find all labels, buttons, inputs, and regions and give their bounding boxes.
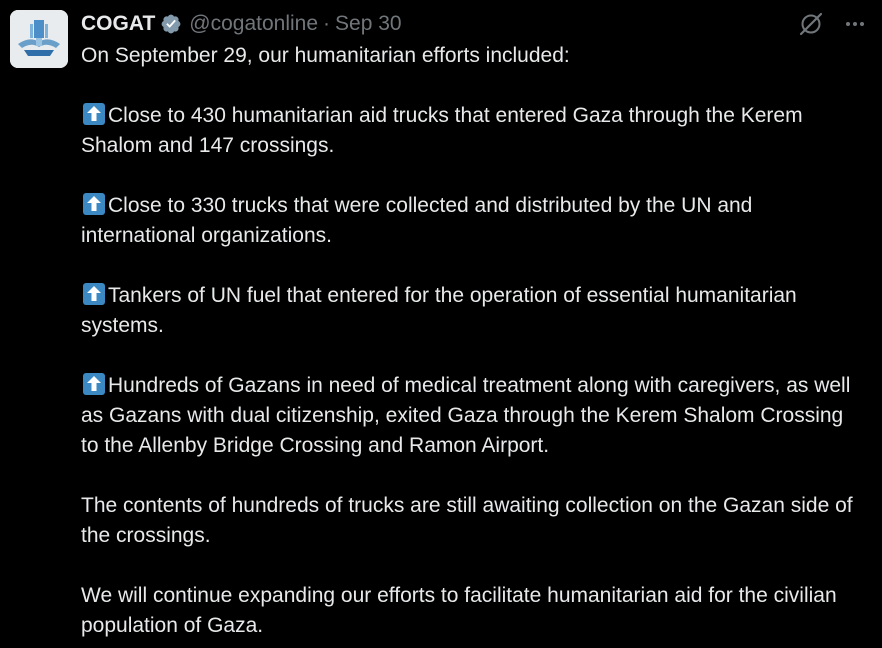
up-arrow-emoji-icon [82,102,106,126]
bullet-text: Tankers of UN fuel that entered for the operation of essential humanitarian systems. [81,284,797,337]
bullet-text: Close to 430 humanitarian aid trucks that entered Gaza through the Kerem Shalom and 147 crossings. [81,104,803,157]
verified-badge-icon[interactable] [160,13,182,35]
bullet-text: Close to 330 trucks that were collected and distributed by the UN and international organizations. [81,194,753,247]
tweet-actions [798,9,866,39]
avatar[interactable] [10,10,68,68]
tweet-header [81,9,866,39]
up-arrow-emoji-icon [82,372,106,396]
bullet-item [81,371,866,461]
tweet-date[interactable]: Sep 30 [335,12,402,35]
tweet-content [81,9,866,641]
tweet-text [81,41,866,641]
more-options-icon[interactable] [844,13,866,35]
bullet-item [81,101,866,161]
tweet-paragraph: We will continue expanding our efforts to facilitate humanitarian aid for the civilian population of Gaza. [81,584,837,637]
grok-icon[interactable] [798,11,824,37]
tweet-paragraph: The contents of hundreds of trucks are still awaiting collection on the Gazan side of the crossings. [81,494,853,547]
display-name[interactable]: COGAT [81,12,156,35]
bullet-item [81,191,866,251]
separator-dot: · [323,12,331,35]
up-arrow-emoji-icon [82,192,106,216]
cogat-logo-icon [10,10,68,68]
bullet-item [81,281,866,341]
bullet-text: Hundreds of Gazans in need of medical treatment along with caregivers, as well as Gazans with dual citizenship, exited Gaza through the Kerem Shalom Crossing to the Allenby Bridge Crossing and Ramon Airport. [81,374,851,457]
tweet-intro: On September 29, our humanitarian efforts included: [81,44,570,67]
author-handle[interactable]: @cogatonline [189,12,319,35]
up-arrow-emoji-icon [82,282,106,306]
